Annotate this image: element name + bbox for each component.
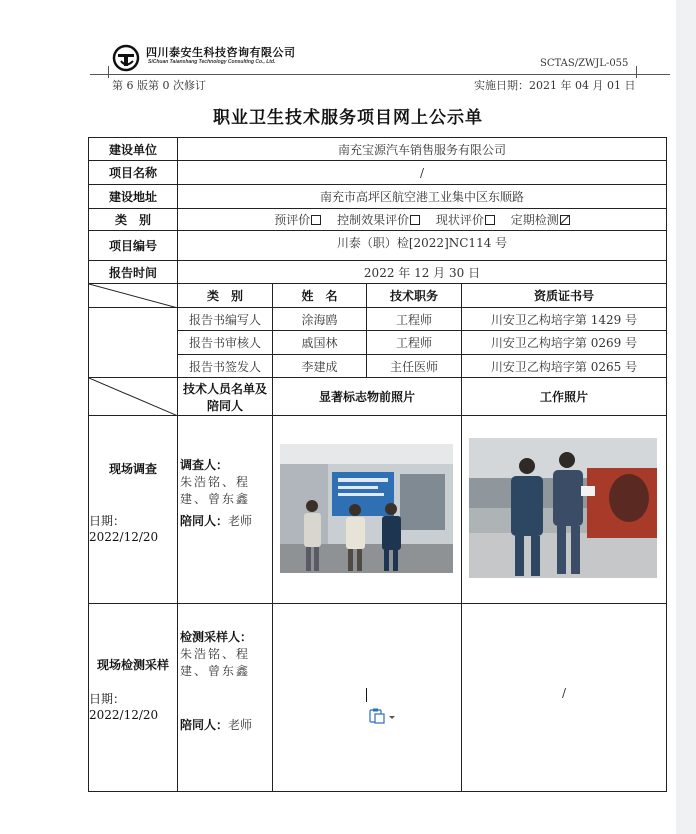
staff-title: 主任医师 [367, 355, 462, 378]
date-value: 2022/12/20 [89, 530, 159, 544]
diagonal-line [89, 284, 178, 308]
staff-role: 报告书签发人 [178, 355, 273, 378]
checkbox-icon[interactable] [410, 215, 420, 225]
escort: 陪同人：老师 [180, 718, 253, 732]
field-label: 建设单位 [89, 138, 178, 161]
work-photo-cell: / [462, 604, 667, 792]
field-label: 类 别 [89, 209, 178, 231]
table-row [89, 231, 667, 261]
disclosure-form-table [88, 137, 667, 792]
checked-checkbox-icon[interactable] [560, 215, 570, 225]
company-name: 四川泰安生科技咨询有限公司 [146, 46, 296, 59]
section-cell [89, 416, 178, 604]
category-options [178, 209, 667, 231]
sampler-names: 朱浩铭、程建、曾东鑫 [180, 647, 251, 678]
field-value: 2022 年 12 月 30 日 [178, 261, 667, 284]
field-value: / [178, 161, 667, 185]
personnel-cell [178, 604, 273, 792]
field-label: 项目编号 [89, 231, 178, 261]
column-header: 显著标志物前照片 [273, 378, 462, 416]
effective-date: 实施日期：2021 年 04 月 01 日 [474, 79, 636, 92]
section-title: 现场检测采样 [96, 658, 169, 672]
staff-cert: 川安卫乙构培字第 1429 号 [462, 308, 667, 331]
checkbox-icon[interactable] [485, 215, 495, 225]
staff-name: 涂海鸥 [273, 308, 367, 331]
table-row [89, 185, 667, 209]
date-label: 日期： [89, 514, 126, 528]
table-row [89, 209, 667, 231]
date-value: 2022/12/20 [89, 708, 159, 722]
paste-options-icon[interactable] [369, 708, 399, 724]
header-rule [90, 74, 670, 75]
date-label: 日期： [89, 692, 126, 706]
table-row [89, 138, 667, 161]
signage-photo-cell [273, 416, 462, 604]
column-header: 类 别 [178, 284, 273, 308]
staff-cert: 川安卫乙构培字第 0265 号 [462, 355, 667, 378]
table-row [89, 161, 667, 185]
staff-name: 戚国林 [273, 331, 367, 355]
table-row [89, 416, 667, 604]
company-name-english: SiChuan Taianshang Technology Consulting Co., Ltd. [148, 59, 276, 65]
checkbox-icon[interactable] [311, 215, 321, 225]
text-cursor [366, 688, 367, 702]
field-value: 南充宝源汽车销售服务有限公司 [178, 138, 667, 161]
field-label: 报告时间 [89, 261, 178, 284]
field-label: 项目名称 [89, 161, 178, 185]
signage-photo-image [280, 444, 453, 573]
page-title: 职业卫生技术服务项目网上公示单 [213, 108, 483, 128]
table-row [89, 308, 667, 331]
field-value: 南充市高坪区航空港工业集中区东顺路 [178, 185, 667, 209]
staff-name: 李建成 [273, 355, 367, 378]
table-row [89, 261, 667, 284]
header-rule-tick-right [636, 66, 637, 78]
diagonal-line [89, 378, 178, 416]
escort: 陪同人：老师 [180, 514, 253, 528]
table-row [89, 378, 667, 416]
work-photo-image [469, 438, 657, 578]
section-title: 现场调查 [108, 462, 157, 476]
column-header: 工作照片 [462, 378, 667, 416]
column-header: 资质证书号 [462, 284, 667, 308]
option-periodic-testing[interactable]: 定期检测 [511, 213, 570, 227]
table-row [89, 284, 667, 308]
personnel-cell [178, 416, 273, 604]
diagonal-header-cell [89, 378, 178, 416]
investigator-label: 调查人： [180, 458, 229, 472]
empty-cell [89, 308, 178, 378]
column-header: 技术职务 [367, 284, 462, 308]
column-header: 技术人员名单及陪同人 [178, 378, 273, 416]
signage-photo-cell [273, 604, 462, 792]
work-photo-cell [462, 416, 667, 604]
column-header: 姓 名 [273, 284, 367, 308]
staff-title: 工程师 [367, 308, 462, 331]
option-control-effect[interactable]: 控制效果评价 [337, 213, 432, 227]
staff-cert: 川安卫乙构培字第 0269 号 [462, 331, 667, 355]
sampler-label: 检测采样人： [180, 630, 253, 644]
investigator-names: 朱浩铭、程建、曾东鑫 [180, 475, 251, 506]
staff-title: 工程师 [367, 331, 462, 355]
table-row [89, 604, 667, 792]
section-cell [89, 604, 178, 792]
window-margin [676, 0, 696, 834]
document-number: SCTAS/ZWJL-055 [540, 58, 629, 69]
diagonal-header-cell [89, 284, 178, 308]
version-text: 第 6 版第 0 次修订 [112, 79, 206, 92]
company-logo-icon [112, 44, 140, 72]
header-rule-tick-left [108, 66, 109, 78]
field-value: 川泰（职）检[2022]NC114 号 [178, 231, 667, 261]
option-status-evaluation[interactable]: 现状评价 [436, 213, 507, 227]
staff-role: 报告书审核人 [178, 331, 273, 355]
field-label: 建设地址 [89, 185, 178, 209]
option-pre-evaluation[interactable]: 预评价 [274, 213, 333, 227]
staff-role: 报告书编写人 [178, 308, 273, 331]
